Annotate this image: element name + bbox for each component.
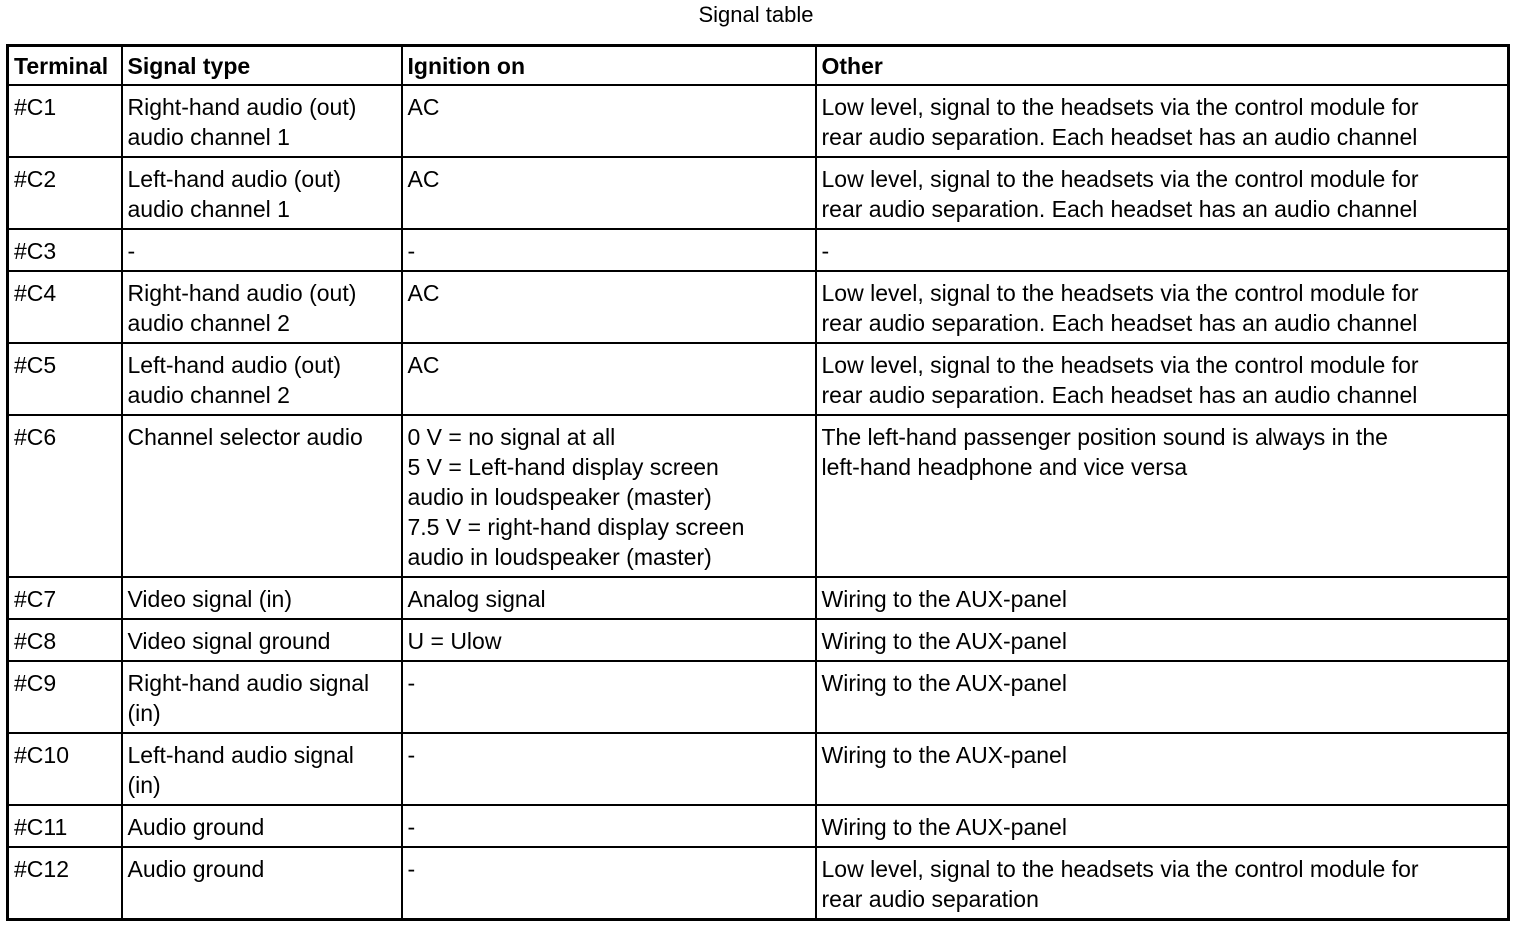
table-row	[8, 661, 1509, 733]
cell-ignition-on: 0 V = no signal at all 5 V = Left-hand display screen audio in loudspeaker (master) 7.5 V = right-hand display screen audio in loudspeaker (master)	[402, 415, 816, 577]
cell-signal-type: Channel selector audio	[122, 415, 402, 577]
signal-table	[6, 44, 1510, 921]
cell-terminal: #C1	[8, 85, 122, 157]
cell-other: Low level, signal to the headsets via the control module for rear audio separation. Each headset has an audio channel	[816, 85, 1509, 157]
table-row	[8, 229, 1509, 271]
cell-other: -	[816, 229, 1509, 271]
cell-terminal: #C4	[8, 271, 122, 343]
header-ignition-on: Ignition on	[402, 46, 816, 86]
cell-ignition-on: -	[402, 661, 816, 733]
header-signal-type: Signal type	[122, 46, 402, 86]
cell-terminal: #C7	[8, 577, 122, 619]
cell-terminal: #C9	[8, 661, 122, 733]
table-row	[8, 85, 1509, 157]
cell-ignition-on: -	[402, 847, 816, 920]
table-row	[8, 271, 1509, 343]
header-other: Other	[816, 46, 1509, 86]
cell-signal-type: Left-hand audio (out) audio channel 1	[122, 157, 402, 229]
table-row	[8, 847, 1509, 920]
cell-other: Low level, signal to the headsets via the control module for rear audio separation. Each headset has an audio channel	[816, 157, 1509, 229]
cell-other: The left-hand passenger position sound is always in the left-hand headphone and vice versa	[816, 415, 1509, 577]
cell-other: Wiring to the AUX-panel	[816, 661, 1509, 733]
cell-other: Low level, signal to the headsets via the control module for rear audio separation. Each headset has an audio channel	[816, 343, 1509, 415]
cell-other: Wiring to the AUX-panel	[816, 619, 1509, 661]
cell-other: Low level, signal to the headsets via the control module for rear audio separation. Each headset has an audio channel	[816, 271, 1509, 343]
cell-signal-type: Left-hand audio signal (in)	[122, 733, 402, 805]
cell-terminal: #C10	[8, 733, 122, 805]
table-row	[8, 577, 1509, 619]
header-terminal: Terminal	[8, 46, 122, 86]
cell-signal-type: Video signal (in)	[122, 577, 402, 619]
cell-signal-type: Left-hand audio (out) audio channel 2	[122, 343, 402, 415]
cell-other: Wiring to the AUX-panel	[816, 733, 1509, 805]
cell-signal-type: Video signal ground	[122, 619, 402, 661]
cell-signal-type: Right-hand audio (out) audio channel 2	[122, 271, 402, 343]
cell-terminal: #C11	[8, 805, 122, 847]
cell-terminal: #C3	[8, 229, 122, 271]
cell-signal-type: Right-hand audio (out) audio channel 1	[122, 85, 402, 157]
table-row	[8, 343, 1509, 415]
cell-terminal: #C12	[8, 847, 122, 920]
table-row	[8, 415, 1509, 577]
table-row	[8, 805, 1509, 847]
cell-ignition-on: U = Ulow	[402, 619, 816, 661]
cell-ignition-on: -	[402, 805, 816, 847]
cell-ignition-on: -	[402, 733, 816, 805]
cell-other: Wiring to the AUX-panel	[816, 805, 1509, 847]
cell-ignition-on: Analog signal	[402, 577, 816, 619]
table-row	[8, 619, 1509, 661]
cell-ignition-on: AC	[402, 85, 816, 157]
cell-signal-type: Audio ground	[122, 847, 402, 920]
cell-other: Low level, signal to the headsets via the control module for rear audio separation	[816, 847, 1509, 920]
header-row	[8, 46, 1509, 86]
cell-signal-type: Right-hand audio signal (in)	[122, 661, 402, 733]
cell-ignition-on: -	[402, 229, 816, 271]
cell-terminal: #C8	[8, 619, 122, 661]
cell-terminal: #C2	[8, 157, 122, 229]
table-caption: Signal table	[698, 2, 814, 27]
cell-terminal: #C5	[8, 343, 122, 415]
table-row	[8, 733, 1509, 805]
cell-signal-type: -	[122, 229, 402, 271]
table-row	[8, 157, 1509, 229]
cell-ignition-on: AC	[402, 271, 816, 343]
cell-ignition-on: AC	[402, 343, 816, 415]
cell-ignition-on: AC	[402, 157, 816, 229]
cell-other: Wiring to the AUX-panel	[816, 577, 1509, 619]
cell-terminal: #C6	[8, 415, 122, 577]
cell-signal-type: Audio ground	[122, 805, 402, 847]
